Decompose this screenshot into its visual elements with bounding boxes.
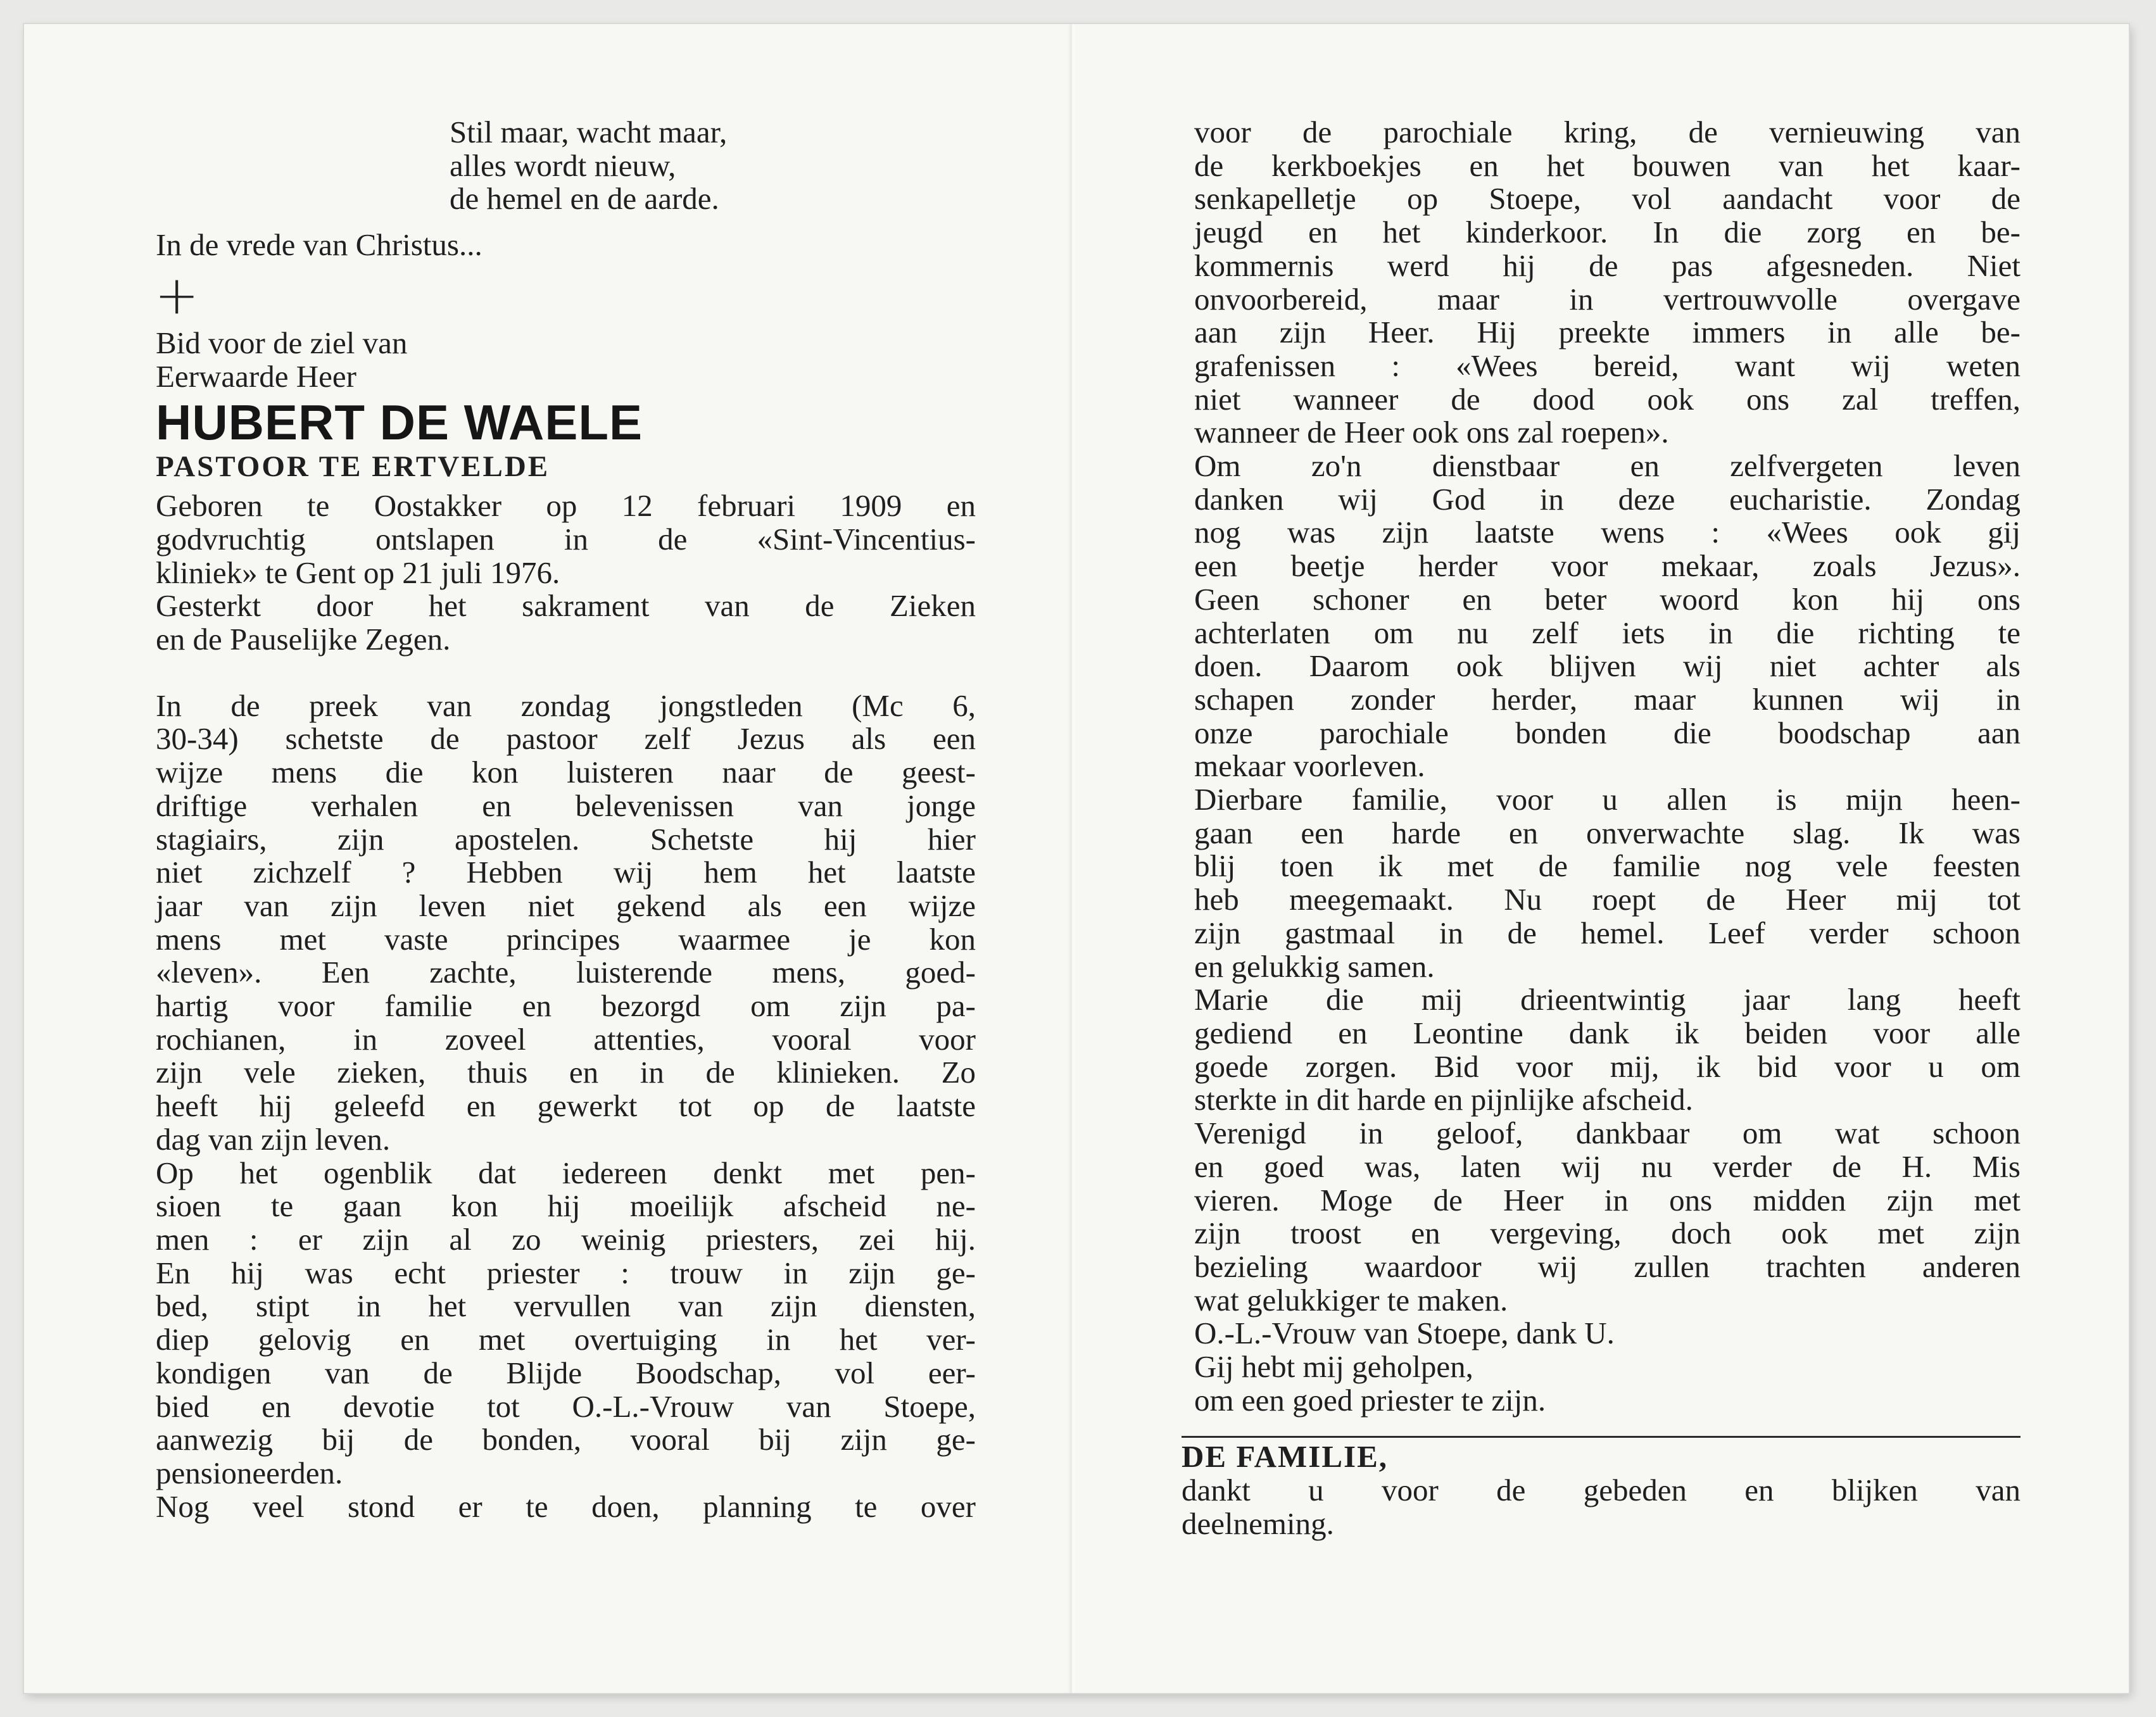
text-line: en de Pauselijke Zegen. [156, 622, 451, 657]
text-line: Op het ogenblik dat iedereen denkt met pen- [156, 1155, 976, 1190]
text-line: senkapelletje op Stoepe, vol aandacht voor de [1194, 181, 2020, 217]
text-line: sioen te gaan kon hij moeilijk afscheid ne- [156, 1188, 976, 1224]
text-line: pensioneerden. [156, 1455, 343, 1490]
prayer-line: Bid voor de ziel van [156, 325, 408, 360]
text-line: rochianen, in zoveel attenties, vooral voor [156, 1021, 976, 1057]
text-line: vieren. Moge de Heer in ons midden zijn met [1194, 1182, 2020, 1217]
text-line: Nog veel stond er te doen, planning te over [156, 1488, 976, 1524]
text-line: de kerkboekjes en het bouwen van het kaar- [1194, 148, 2020, 183]
text-line: en goed was, laten wij nu verder de H. Mis [1194, 1148, 2020, 1184]
text-line: wijze mens die kon luisteren naar de geest- [156, 755, 976, 790]
text-line: dag van zijn leven. [156, 1121, 391, 1157]
deceased-position: PASTOOR TE ERTVELDE [156, 450, 550, 484]
divider-line [1182, 1436, 2020, 1438]
text-line: en gelukkig samen. [1194, 948, 1435, 984]
text-line: stagiairs, zijn apostelen. Schetste hij hier [156, 821, 976, 857]
text-line: 30-34) schetste de pastoor zelf Jezus als een [156, 721, 976, 757]
text-line: kondigen van de Blijde Boodschap, vol eer- [156, 1355, 976, 1390]
text-line: sterkte in dit harde en pijnlijke afscheid. [1194, 1082, 1693, 1117]
text-line: voor de parochiale kring, de vernieuwing van [1194, 115, 2020, 149]
text-line: hartig voor familie en bezorgd om zijn pa- [156, 988, 976, 1024]
text-line: deelneming. [1182, 1506, 1334, 1541]
text-line: onze parochiale bonden die boodschap aan [1194, 715, 2020, 750]
text-line: kliniek» te Gent op 21 juli 1976. [156, 555, 560, 590]
text-line: niet wanneer de dood ook ons zal treffen, [1194, 381, 2020, 417]
text-line: wanneer de Heer ook ons zal roepen». [1194, 415, 1669, 450]
right-body-text [1194, 116, 2020, 1417]
honorific-line: Eerwaarde Heer [156, 358, 356, 394]
text-line: achterlaten om nu zelf iets in die richting te [1194, 615, 2020, 650]
biography [156, 489, 976, 657]
text-line: grafenissen : «Wees bereid, want wij weten [1194, 348, 2020, 383]
text-line: niet zichzelf ? Hebben wij hem het laatste [156, 855, 976, 890]
text-line: bied en devotie tot O.-L.-Vrouw van Stoepe, [156, 1388, 976, 1424]
text-line: jeugd en het kinderkoor. In die zorg en be- [1194, 215, 2020, 250]
text-line: Gesterkt door het sakrament van de Zieken [156, 588, 976, 624]
text-line: O.-L.-Vrouw van Stoepe, dank U. [1194, 1316, 1615, 1351]
text-line: En hij was echt priester : trouw in zijn ge- [156, 1255, 976, 1290]
text-line: heb meegemaakt. Nu roept de Heer mij tot [1194, 882, 2020, 917]
family-heading: DE FAMILIE, [1182, 1439, 1389, 1475]
text-line: schapen zonder herder, maar kunnen wij in [1194, 681, 2020, 717]
text-line: Om zo'n dienstbaar en zelfvergeten leven [1194, 448, 2020, 484]
text-line: Verenigd in geloof, dankbaar om wat schoon [1194, 1116, 2020, 1151]
text-line: om een goed priester te zijn. [1194, 1382, 1546, 1418]
text-line: Gij hebt mij geholpen, [1194, 1349, 1473, 1385]
text-line: onvoorbereid, maar in vertrouwvolle overgave [1194, 281, 2020, 317]
text-line: kommernis werd hij de pas afgesneden. Niet [1194, 248, 2020, 283]
text-line: wat gelukkiger te maken. [1194, 1282, 1508, 1318]
text-line: blij toen ik met de familie nog vele feesten [1194, 848, 2020, 884]
text-line: nog was zijn laatste wens : «Wees ook gij [1194, 515, 2020, 550]
text-line: gediend en Leontine dank ik beiden voor alle [1194, 1015, 2020, 1050]
text-line: Dierbare familie, voor u allen is mijn heen- [1194, 782, 2020, 817]
text-line: godvruchtig ontslapen in de «Sint-Vincentius- [156, 521, 976, 557]
text-line: In de preek van zondag jongstleden (Mc 6, [156, 688, 976, 723]
text-line: zijn vele zieken, thuis en in de klinieken. Zo [156, 1055, 976, 1090]
text-line: bezieling waardoor wij zullen trachten anderen [1194, 1248, 2020, 1284]
poem-line: Stil maar, wacht maar, [450, 115, 728, 149]
poem-line: alles wordt nieuw, [450, 148, 676, 183]
text-line: doen. Daarom ook blijven wij niet achter als [1194, 648, 2020, 684]
opening-line: In de vrede van Christus... [156, 227, 482, 263]
cross-icon: + [154, 263, 199, 326]
text-line: danken wij God in deze eucharistie. Zondag [1194, 481, 2020, 517]
text-line: Marie die mij drieentwintig jaar lang heeft [1194, 982, 2020, 1017]
left-body-text [156, 689, 976, 1524]
text-line: jaar van zijn leven niet gekend als een wijze [156, 888, 976, 923]
text-line: diep gelovig en met overtuiging in het ver- [156, 1322, 976, 1357]
text-line: mens met vaste principes waarmee je kon [156, 921, 976, 957]
left-page [156, 116, 976, 1523]
card-fold [1068, 24, 1076, 1693]
text-line: gaan een harde en onverwachte slag. Ik was [1194, 815, 2020, 850]
text-line: Geen schoner en beter woord kon hij ons [1194, 581, 2020, 617]
memorial-card [24, 24, 2129, 1693]
opening-poem [450, 116, 976, 216]
deceased-name: HUBERT DE WAELE [156, 394, 643, 451]
text-line: zijn troost en vergeving, doch ook met zijn [1194, 1216, 2020, 1251]
text-line: bed, stipt in het vervullen van zijn diensten, [156, 1288, 976, 1324]
text-line: zijn gastmaal in de hemel. Leef verder schoon [1194, 915, 2020, 950]
text-line: «leven». Een zachte, luisterende mens, goed- [156, 955, 976, 990]
text-line: dankt u voor de gebeden en blijken van [1182, 1473, 2020, 1508]
text-line: driftige verhalen en belevenissen van jonge [156, 788, 976, 823]
text-line: aanwezig bij de bonden, vooral bij zijn ge- [156, 1422, 976, 1457]
text-line: goede zorgen. Bid voor mij, ik bid voor u om [1194, 1048, 2020, 1084]
right-page [1182, 115, 2020, 1541]
text-line: men : er zijn al zo weinig priesters, zei hij. [156, 1221, 976, 1257]
text-line: mekaar voorleven. [1194, 748, 1425, 784]
poem-line: de hemel en de aarde. [450, 181, 719, 217]
text-line: een beetje herder voor mekaar, zoals Jezus». [1194, 548, 2020, 584]
text-line: Geboren te Oostakker op 12 februari 1909 en [156, 488, 976, 524]
text-line: aan zijn Heer. Hij preekte immers in alle be- [1194, 315, 2020, 350]
text-line: heeft hij geleefd en gewerkt tot op de laatste [156, 1088, 976, 1124]
family-thanks [1182, 1474, 2020, 1540]
